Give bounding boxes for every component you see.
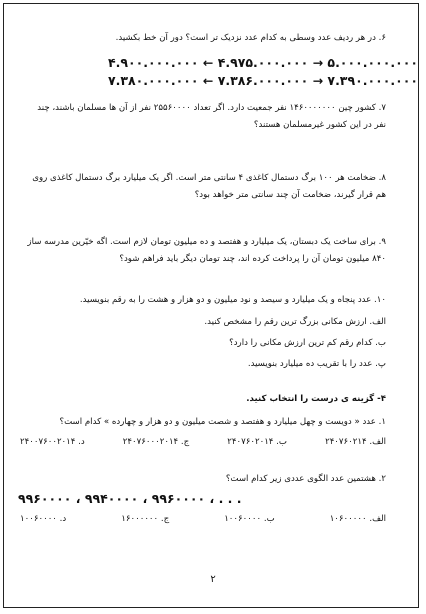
q10-line1: ۱۰. عدد پنجاه و یک میلیارد و سیصد و نود میلیون و دو هزار و هشت را به رقم بنویسید. bbox=[79, 295, 386, 305]
section4-title: ۴- گزینه ی درست را انتخاب کنید. bbox=[246, 394, 386, 404]
mc1-prompt: ۱. عدد « دویست و چهل میلیارد و هفتصد و شصت میلیون و دو هزار و چهارده » کدام است؟ bbox=[59, 417, 386, 427]
page-number: ۲ bbox=[210, 574, 216, 585]
mc2-sequence: ۹۹۶۰۰۰۰ ، ۹۹۴۰۰۰۰ ، ۹۹۶۰۰۰۰ ، . . . bbox=[18, 491, 242, 506]
q10-part-a: الف. ارزش مکانی بزرگ ترین رقم را مشخص کنید. bbox=[204, 317, 386, 327]
mc1-option-c[interactable]: ج. ۲۴۰۷۶۰۰۰۲۰۱۴ bbox=[122, 437, 190, 447]
q6-row1: ۴.۹۰۰.۰۰۰.۰۰۰ ← ۴.۹۷۵.۰۰۰.۰۰۰ → ۵.۰۰۰.۰۰۰.۰۰۰ bbox=[108, 55, 418, 70]
mc1-options bbox=[20, 437, 386, 447]
mc2-options bbox=[20, 514, 386, 524]
mc2-option-a[interactable]: الف. ۱۰۶۰۰۰۰۰ bbox=[329, 514, 386, 524]
q7-line1: ۷. کشور چین ۱۴۶۰۰۰۰۰۰۰ نفر جمعیت دارد. اگر تعداد ۲۵۵۶۰۰۰۰ نفر از آن ها مسلمان باشند، چند bbox=[37, 103, 386, 113]
q6-row2: ۷.۳۸۰.۰۰۰.۰۰۰ ← ۷.۳۸۶.۰۰۰.۰۰۰ → ۷.۳۹۰.۰۰۰.۰۰۰ bbox=[108, 73, 418, 88]
q9-line2: ۸۴۰ میلیون تومان آن را پرداخت کرده اند، چند تومان دیگر باید فراهم شود؟ bbox=[119, 254, 386, 264]
mc2-option-d[interactable]: د. ۱۰۰۶۰۰۰۰ bbox=[20, 514, 67, 524]
mc1-option-d[interactable]: د. ۲۴۰۰۷۶۰۰۲۰۱۴ bbox=[20, 437, 85, 447]
q10-part-c: پ. عدد را با تقریب ده میلیارد بنویسید. bbox=[247, 359, 386, 369]
mc1-option-b[interactable]: ب. ۲۴۰۷۶۰۲۰۱۴ bbox=[227, 437, 287, 447]
q10-part-b: ب. کدام رقم کم ترین ارزش مکانی را دارد؟ bbox=[229, 338, 386, 348]
q8-line1: ۸. ضخامت هر ۱۰۰ برگ دستمال کاغذی ۴ سانتی متر است. اگر یک میلیارد برگ دستمال کاغذی روی bbox=[32, 173, 386, 183]
q7-line2: نفر در این کشور غیرمسلمان هستند؟ bbox=[253, 120, 386, 130]
q9-line1: ۹. برای ساخت یک دبستان، یک میلیارد و هفتصد و ده میلیون تومان لازم است. اگه خیّرین مدرسه ساز bbox=[27, 237, 386, 247]
q8-line2: هم قرار گیرند، ضخامت آن چند سانتی متر خواهد بود؟ bbox=[194, 190, 386, 200]
mc1-option-a[interactable]: الف. ۲۴۰۷۶۰۲۱۴ bbox=[325, 437, 386, 447]
mc2-option-b[interactable]: ب. ۱۰۰۶۰۰۰۰ bbox=[224, 514, 275, 524]
q6-prompt: ۶. در هر ردیف عدد وسطی به کدام عدد نزدیک تر است؟ دور آن خط بکشید. bbox=[115, 33, 386, 43]
mc2-option-c[interactable]: ج. ۱۶۰۰۰۰۰۰ bbox=[121, 514, 170, 524]
mc2-prompt: ۲. هشتمین عدد الگوی عددی زیر کدام است؟ bbox=[225, 474, 386, 484]
